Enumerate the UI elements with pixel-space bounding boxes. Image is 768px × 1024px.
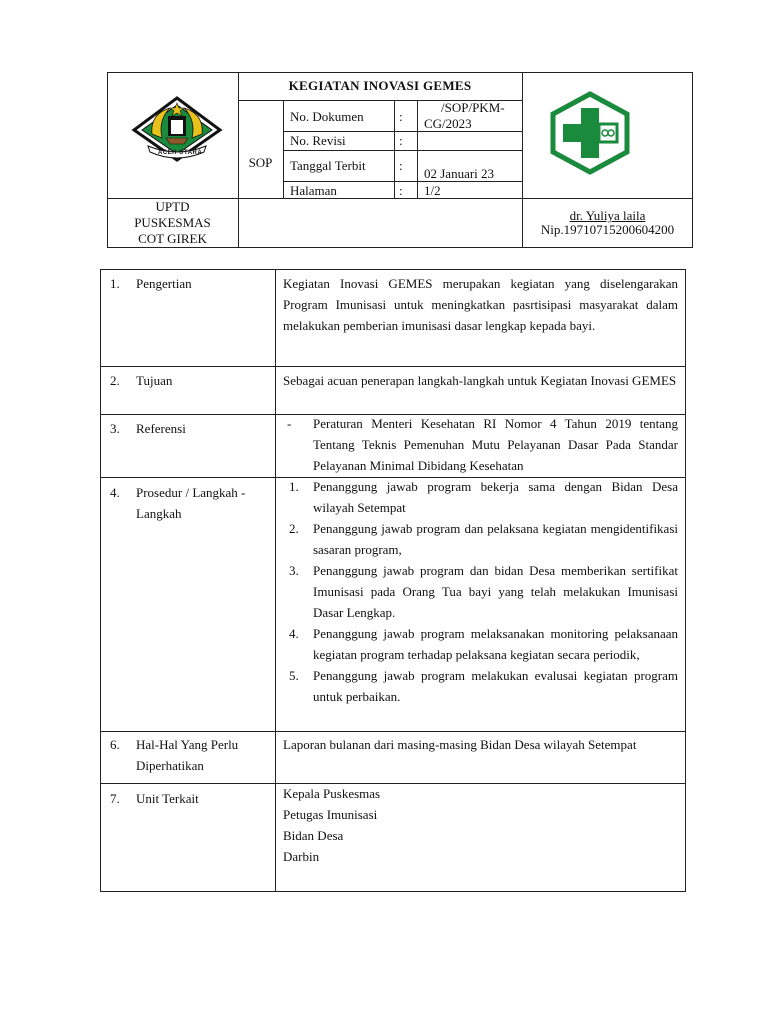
row-label-dokumen: No. Dokumen bbox=[290, 109, 364, 124]
section-title: Unit Terkait bbox=[136, 791, 199, 806]
unit-line: Darbin bbox=[283, 849, 320, 864]
signatory-nip: Nip.19710715200604200 bbox=[540, 222, 675, 237]
body-bottom-border bbox=[100, 891, 686, 892]
puskesmas-logo-icon bbox=[547, 90, 633, 176]
section-number: 4. bbox=[110, 485, 120, 500]
step-number: 5. bbox=[289, 668, 299, 683]
step-text: Penanggung jawab program bekerja sama dengan Bidan Desa wilayah Setempat bbox=[313, 479, 678, 515]
section-title-line-2: Langkah bbox=[136, 506, 182, 521]
emblem-banner-text: ACEH UTARA bbox=[158, 150, 203, 156]
row-value-dokumen-1: /SOP/PKM- bbox=[441, 100, 505, 115]
step-text: Penanggung jawab program melakukan evalusai kegiatan program untuk perbaikan. bbox=[313, 668, 678, 704]
sop-label: SOP bbox=[248, 155, 273, 170]
step-text: Penanggung jawab program melaksanakan monitoring pelaksanaan kegiatan program terhadap pelaksana kegiatan secara periodik, bbox=[313, 626, 678, 662]
org-line-3: COT GIREK bbox=[138, 231, 207, 246]
sop-divider bbox=[283, 100, 284, 198]
body-row-divider-5 bbox=[100, 783, 686, 784]
section-number: 2. bbox=[110, 373, 120, 388]
section-title: Tujuan bbox=[136, 373, 173, 388]
header-top-border bbox=[107, 72, 693, 73]
signatory-name: dr. Yuliya laila bbox=[569, 208, 646, 223]
section-title-line-2: Diperhatikan bbox=[136, 758, 204, 773]
org-line-1: UPTD bbox=[155, 199, 190, 214]
procedure-step bbox=[289, 560, 678, 623]
section-text: Kegiatan Inovasi GEMES merupakan kegiatan yang diselengarakan Program Imunisasi untuk meningkatkan pasrtisipasi masyarakat dalam melakukan pemberian imunisasi dasar lengkap kepada bayi. bbox=[283, 276, 678, 333]
body-row-divider-1 bbox=[100, 366, 686, 367]
row-divider-1 bbox=[283, 131, 522, 132]
unit-line: Kepala Puskesmas bbox=[283, 786, 381, 801]
section-title-line-1: Prosedur / Langkah - bbox=[136, 485, 246, 500]
row-label-revisi: No. Revisi bbox=[290, 133, 346, 148]
section-text: Sebagai acuan penerapan langkah-langkah untuk Kegiatan Inovasi GEMES bbox=[283, 373, 677, 388]
body-right-border bbox=[685, 269, 686, 891]
row-label-halaman: Halaman bbox=[290, 183, 337, 198]
step-number: 1. bbox=[289, 479, 299, 494]
procedure-step bbox=[289, 665, 678, 707]
reference-dash: - bbox=[287, 416, 292, 431]
section-number: 1. bbox=[110, 276, 120, 291]
section-number: 6. bbox=[110, 737, 120, 752]
step-text: Penanggung jawab program dan pelaksana kegiatan mengidentifikasi sasaran program, bbox=[313, 521, 678, 557]
unit-line: Petugas Imunisasi bbox=[283, 807, 378, 822]
row-sep-dokumen: : bbox=[399, 109, 403, 124]
step-number: 4. bbox=[289, 626, 299, 641]
step-number: 2. bbox=[289, 521, 299, 536]
label-divider bbox=[394, 100, 395, 198]
unit-line: Bidan Desa bbox=[283, 828, 344, 843]
row-sep-revisi: : bbox=[399, 133, 403, 148]
procedure-step bbox=[289, 518, 678, 560]
step-text: Penanggung jawab program dan bidan Desa memberikan sertifikat Imunisasi pada Orang Tua bayi yang telah melakukan Imunisasi Dasar Lengkap. bbox=[313, 563, 678, 620]
org-line-2: PUSKESMAS bbox=[134, 215, 211, 230]
header-bottom-border bbox=[107, 247, 693, 248]
section-title-line-1: Hal-Hal Yang Perlu bbox=[136, 737, 239, 752]
section-text: Laporan bulanan dari masing-masing Bidan Desa wilayah Setempat bbox=[283, 737, 637, 752]
section-number: 3. bbox=[110, 421, 120, 436]
section-title: Referensi bbox=[136, 421, 186, 436]
section-text: Peraturan Menteri Kesehatan RI Nomor 4 Tahun 2019 tentang Tentang Teknis Pemenuhan Mutu Pelayanan Dasar Pada Standar Pelayanan Minimal Dibidang Kesehatan bbox=[313, 416, 678, 473]
section-title: Pengertian bbox=[136, 276, 192, 291]
colon-divider bbox=[417, 100, 418, 198]
row-value-dokumen-2: CG/2023 bbox=[424, 116, 472, 131]
procedure-step bbox=[289, 476, 678, 518]
body-column-divider bbox=[275, 269, 276, 891]
row-sep-halaman: : bbox=[399, 183, 403, 198]
row-value-halaman: 1/2 bbox=[424, 183, 441, 198]
procedure-steps bbox=[289, 476, 678, 707]
document-title: KEGIATAN INOVASI GEMES bbox=[288, 78, 472, 93]
body-row-divider-4 bbox=[100, 731, 686, 732]
row-value-tanggal: 02 Januari 23 bbox=[424, 166, 495, 181]
section-number: 7. bbox=[110, 791, 120, 806]
step-number: 3. bbox=[289, 563, 299, 578]
row-divider-2 bbox=[283, 150, 522, 151]
body-top-border bbox=[100, 269, 686, 270]
row-sep-tanggal: : bbox=[399, 158, 403, 173]
procedure-step bbox=[289, 623, 678, 665]
row-label-tanggal: Tanggal Terbit bbox=[290, 158, 366, 173]
body-left-border bbox=[100, 269, 101, 891]
